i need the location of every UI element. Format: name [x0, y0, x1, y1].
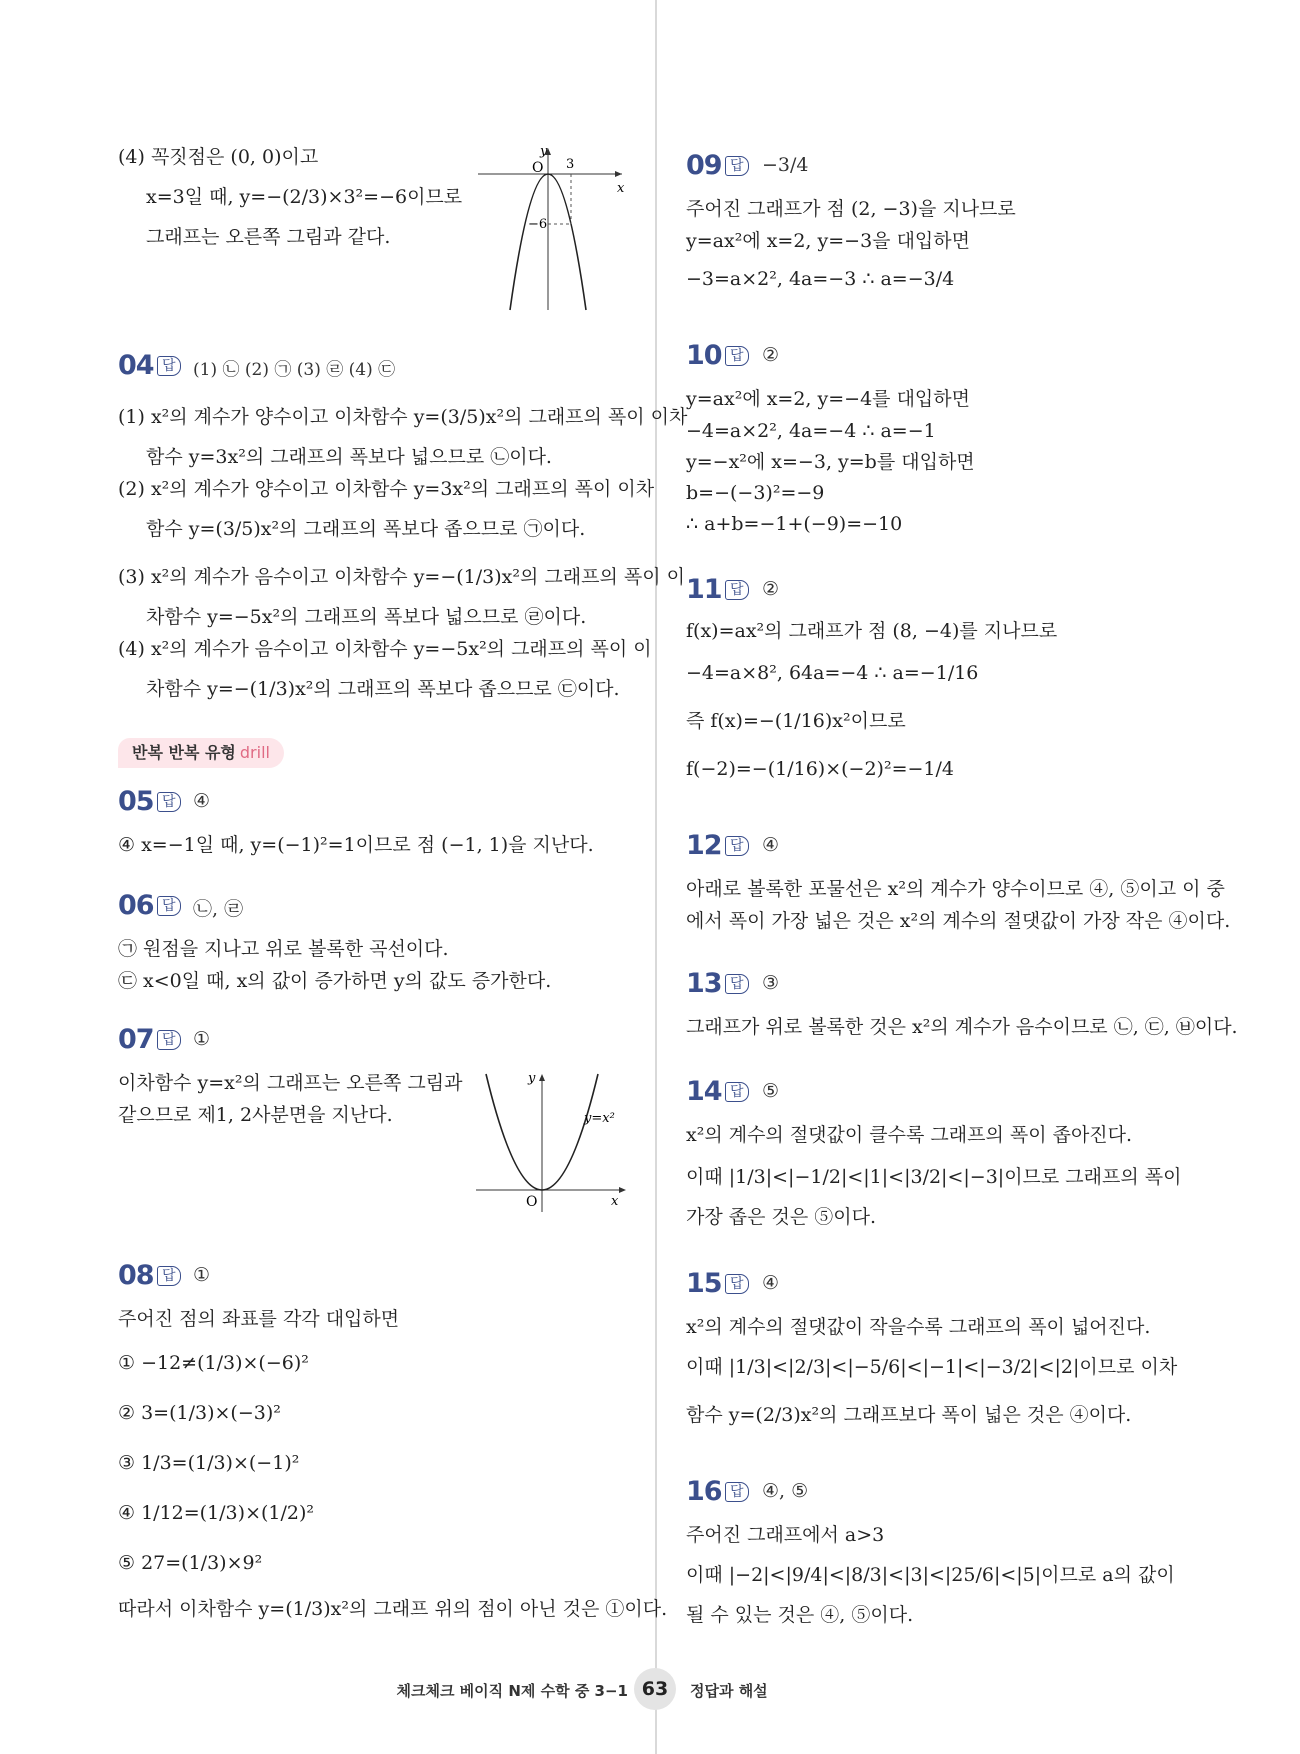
q07-line2: 같으므로 제1, 2사분면을 지난다.	[118, 1104, 393, 1126]
column-divider	[655, 0, 657, 1754]
q16-answer-badge: 답	[725, 1482, 749, 1502]
graph1-x-label: x	[617, 181, 625, 196]
q07-answer-badge: 답	[157, 1030, 181, 1050]
q04-number: 04	[118, 350, 154, 381]
drill-tag: drill	[239, 743, 270, 762]
q11-answer: ②	[762, 578, 780, 600]
drill-section-label	[118, 738, 284, 768]
q09-line2: y=ax²에 x=2, y=−3을 대입하면	[686, 230, 970, 252]
p4-intro: (4) 꼭짓점은 (0, 0)이고	[118, 146, 319, 168]
q08-choice5: ⑤ 27=(1/3)×9²	[118, 1552, 263, 1574]
q12-line1: 아래로 볼록한 포물선은 x²의 계수가 양수이므로 ④, ⑤이고 이 중	[686, 878, 1225, 900]
q07-number: 07	[118, 1024, 154, 1055]
q11-line1: f(x)=ax²의 그래프가 점 (8, −4)를 지나므로	[686, 620, 1058, 642]
q07-answer: ①	[193, 1028, 211, 1050]
drill-label-text: 반복 반복 유형	[132, 743, 236, 762]
q16-line3: 될 수 있는 것은 ④, ⑤이다.	[686, 1604, 914, 1626]
q15-number: 15	[686, 1268, 722, 1299]
q13-answer: ③	[762, 972, 780, 994]
q16-answer: ④, ⑤	[762, 1480, 809, 1502]
q15-line1: x²의 계수의 절댓값이 작을수록 그래프의 폭이 넓어진다.	[686, 1316, 1151, 1338]
q04-line6: 차함수 y=−5x²의 그래프의 폭보다 넓으므로 ㉣이다.	[146, 606, 587, 628]
q14-line1: x²의 계수의 절댓값이 클수록 그래프의 폭이 좁아진다.	[686, 1124, 1133, 1146]
q14-line3: 가장 좁은 것은 ⑤이다.	[686, 1206, 876, 1228]
q04-line4: 함수 y=(3/5)x²의 그래프의 폭보다 좁으므로 ㉠이다.	[146, 518, 586, 540]
graph2-y-label: y	[528, 1071, 536, 1086]
p4-line2: x=3일 때, y=−(2/3)×3²=−6이므로	[146, 186, 463, 208]
q04-line8: 차함수 y=−(1/3)x²의 그래프의 폭보다 좁으므로 ㉢이다.	[146, 678, 620, 700]
q10-line1: y=ax²에 x=2, y=−4를 대입하면	[686, 388, 970, 410]
q08-number: 08	[118, 1260, 154, 1291]
p4-line3: 그래프는 오른쪽 그림과 같다.	[146, 226, 391, 248]
q15-line2: 이때 |1/3|<|2/3|<|−5/6|<|−1|<|−3/2|<|2|이므로 이차	[686, 1356, 1178, 1378]
q15-line3: 함수 y=(2/3)x²의 그래프보다 폭이 넓은 것은 ④이다.	[686, 1404, 1132, 1426]
q13-number: 13	[686, 968, 722, 999]
page-number: 63	[634, 1668, 676, 1710]
graph1-y-label: y	[540, 144, 548, 159]
q10-answer: ②	[762, 344, 780, 366]
footer-section: 정답과 해설	[690, 1682, 768, 1700]
q10-line2: −4=a×2², 4a=−4 ∴ a=−1	[686, 420, 936, 442]
graph2-origin-label: O	[526, 1194, 538, 1210]
q04-line7: (4) x²의 계수가 음수이고 이차함수 y=−5x²의 그래프의 폭이 이	[118, 638, 652, 660]
q11-line3: 즉 f(x)=−(1/16)x²이므로	[686, 710, 906, 732]
q04-answer-badge: 답	[157, 356, 181, 376]
q06-line2: ㉢ x<0일 때, x의 값이 증가하면 y의 값도 증가한다.	[118, 970, 552, 992]
q14-line2: 이때 |1/3|<|−1/2|<|1|<|3/2|<|−3|이므로 그래프의 폭이	[686, 1166, 1182, 1188]
q04-line1: (1) x²의 계수가 양수이고 이차함수 y=(3/5)x²의 그래프의 폭이 이차	[118, 406, 688, 428]
q04-answer: (1) ㉡ (2) ㉠ (3) ㉣ (4) ㉢	[193, 360, 396, 380]
q16-number: 16	[686, 1476, 722, 1507]
graph1-neg6-label: −6	[528, 217, 548, 232]
q04-line2: 함수 y=3x²의 그래프의 폭보다 넓으므로 ㉡이다.	[146, 446, 552, 468]
q09-answer-badge: 답	[725, 156, 749, 176]
q08-line2: 따라서 이차함수 y=(1/3)x²의 그래프 위의 점이 아닌 것은 ①이다.	[118, 1598, 668, 1620]
q11-number: 11	[686, 574, 722, 605]
q08-choice2: ② 3=(1/3)×(−3)²	[118, 1402, 281, 1424]
graph2-curve-label: y=x²	[584, 1111, 615, 1126]
q10-answer-badge: 답	[725, 346, 749, 366]
footer-book-title: 체크체크 베이직 N제 수학 중 3−1	[396, 1682, 628, 1700]
q14-number: 14	[686, 1076, 722, 1107]
q07-line1: 이차함수 y=x²의 그래프는 오른쪽 그림과	[118, 1072, 463, 1094]
q11-answer-badge: 답	[725, 580, 749, 600]
q08-answer: ①	[193, 1264, 211, 1286]
q12-answer: ④	[762, 834, 780, 856]
q06-answer-badge: 답	[157, 896, 181, 916]
upward-parabola-graph	[472, 1070, 632, 1215]
q09-answer: −3/4	[762, 154, 809, 176]
q04-line5: (3) x²의 계수가 음수이고 이차함수 y=−(1/3)x²의 그래프의 폭이 이	[118, 566, 685, 588]
q04-line3: (2) x²의 계수가 양수이고 이차함수 y=3x²의 그래프의 폭이 이차	[118, 478, 655, 500]
q09-number: 09	[686, 150, 722, 181]
q09-line3: −3=a×2², 4a=−3 ∴ a=−3/4	[686, 268, 955, 290]
q13-answer-badge: 답	[725, 974, 749, 994]
q09-line1: 주어진 그래프가 점 (2, −3)을 지나므로	[686, 198, 1016, 220]
q12-answer-badge: 답	[725, 836, 749, 856]
q06-line1: ㉠ 원점을 지나고 위로 볼록한 곡선이다.	[118, 938, 449, 960]
q05-number: 05	[118, 786, 154, 817]
graph1-three-label: 3	[566, 157, 575, 172]
q05-answer-badge: 답	[157, 792, 181, 812]
q15-answer-badge: 답	[725, 1274, 749, 1294]
q11-line4: f(−2)=−(1/16)×(−2)²=−1/4	[686, 758, 954, 780]
q12-number: 12	[686, 830, 722, 861]
q12-line2: 에서 폭이 가장 넓은 것은 x²의 계수의 절댓값이 가장 작은 ④이다.	[686, 910, 1231, 932]
q14-answer: ⑤	[762, 1080, 780, 1102]
q08-choice1: ① −12≠(1/3)×(−6)²	[118, 1352, 309, 1374]
downward-parabola-graph	[470, 144, 630, 314]
graph2-x-label: x	[611, 1194, 619, 1209]
q10-number: 10	[686, 340, 722, 371]
q10-line4: b=−(−3)²=−9	[686, 482, 825, 504]
q08-choice3: ③ 1/3=(1/3)×(−1)²	[118, 1452, 300, 1474]
q08-answer-badge: 답	[157, 1266, 181, 1286]
q08-choice4: ④ 1/12=(1/3)×(1/2)²	[118, 1502, 315, 1524]
q10-line3: y=−x²에 x=−3, y=b를 대입하면	[686, 451, 975, 473]
q16-line1: 주어진 그래프에서 a>3	[686, 1524, 885, 1546]
q14-answer-badge: 답	[725, 1082, 749, 1102]
q08-line1: 주어진 점의 좌표를 각각 대입하면	[118, 1308, 400, 1330]
q16-line2: 이때 |−2|<|9/4|<|8/3|<|3|<|25/6|<|5|이므로 a의 값이	[686, 1564, 1175, 1586]
graph1-origin-label: O	[532, 160, 544, 176]
q05-answer: ④	[193, 790, 211, 812]
q06-answer: ㉡, ㉣	[193, 898, 244, 920]
q06-number: 06	[118, 890, 154, 921]
q15-answer: ④	[762, 1272, 780, 1294]
q05-line1: ④ x=−1일 때, y=(−1)²=1이므로 점 (−1, 1)을 지난다.	[118, 834, 594, 856]
q10-line5: ∴ a+b=−1+(−9)=−10	[686, 513, 903, 535]
q13-line1: 그래프가 위로 볼록한 것은 x²의 계수가 음수이므로 ㉡, ㉢, ㉥이다.	[686, 1016, 1238, 1038]
q11-line2: −4=a×8², 64a=−4 ∴ a=−1/16	[686, 662, 979, 684]
